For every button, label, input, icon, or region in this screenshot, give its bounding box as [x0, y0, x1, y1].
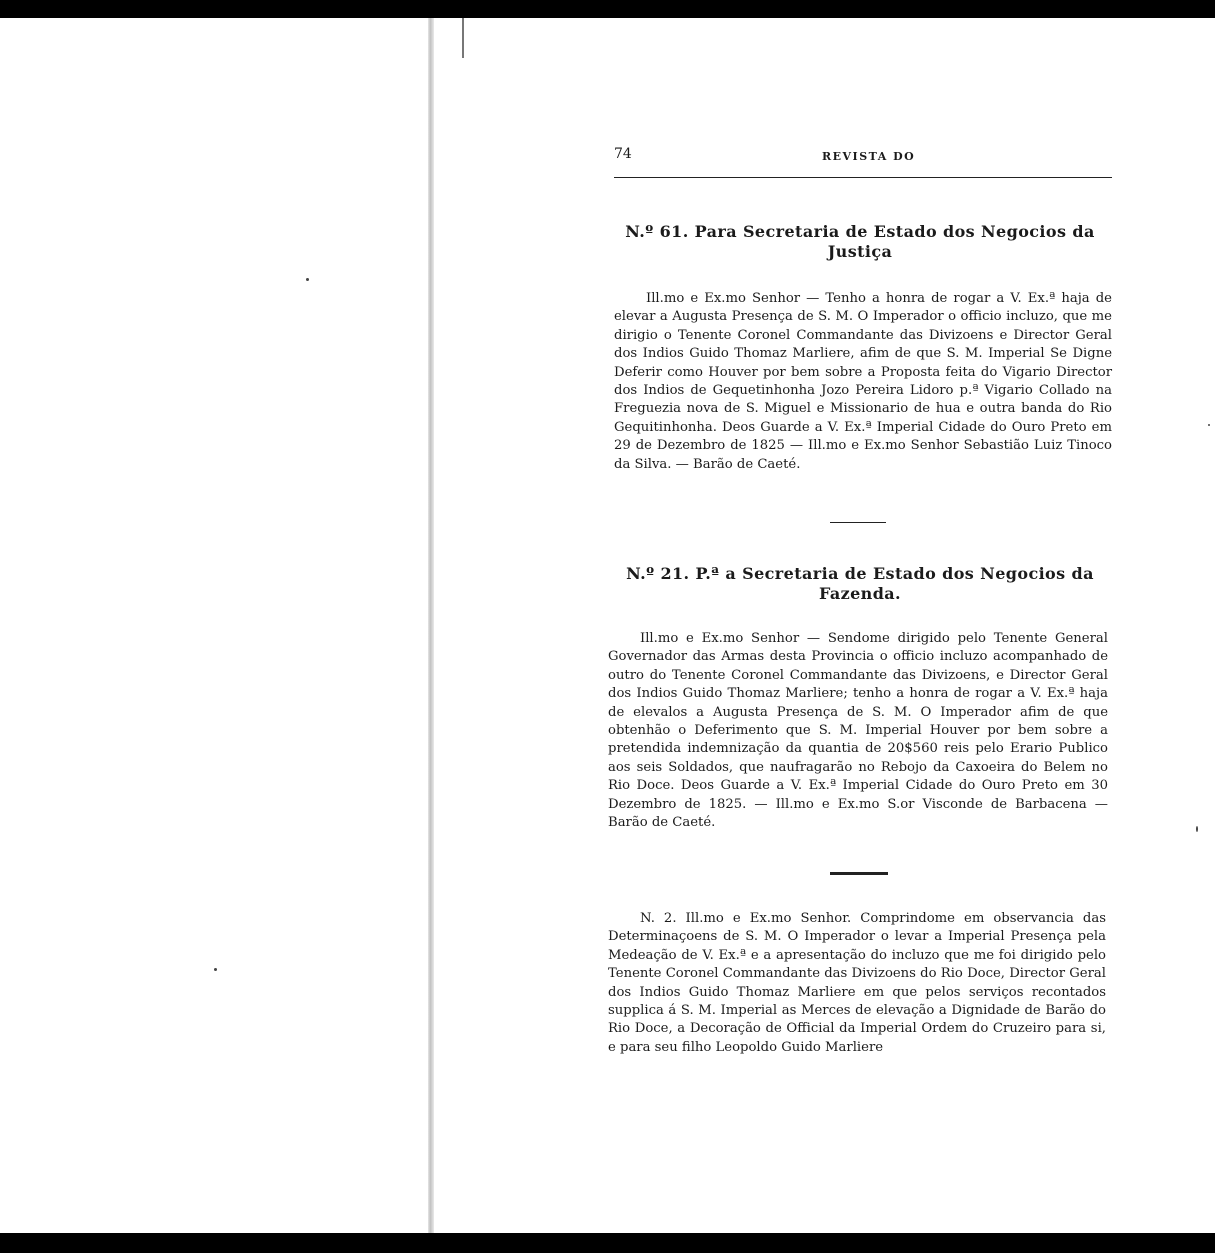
entry-body-21: Ill.mo e Ex.mo Senhor — Sendome dirigido pelo Tenente General Governador das Armas desta Provincia o officio incluzo acompanhado de outro do Tenente Coronel Commandante das Divizoens, e Director Geral dos Indios Guido Thomaz Marliere; tenho a honra de rogar a V. Ex.ª haja de elevalos a Augusta Presença de S. M. O Imperador afim de que obtenhão o Deferimento que S. M. Imperial Houver por bem sobre a pretendida indemnização da quantia de 20$560 reis pelo Erario Publico aos seis Soldados, que naufragarão no Rebojo da Caxoeira do Belem no Rio Doce. Deos Guarde a V. Ex.ª Imperial Cidade do Ouro Preto em 30 Dezembro de 1825. — Ill.mo e Ex.mo S.or Visconde de Barbacena — Barão de Caeté.	[608, 631, 1108, 831]
running-title: REVISTA DO	[822, 150, 916, 163]
section-separator	[830, 872, 888, 875]
scan-border-top	[0, 0, 1215, 18]
entry-body-61: Ill.mo e Ex.mo Senhor — Tenho a honra de rogar a V. Ex.ª haja de elevar a Augusta Presença de S. M. O Imperador o officio incluzo, que me dirigio o Tenente Coronel Commandante das Divizoens e Director Geral dos Indios Guido Thomaz Marliere, afim de que S. M. Imperial Se Digne Deferir como Houver por bem sobre a Proposta feita do Vigario Director dos Indios de Gequetinhonha Jozo Pereira Lidoro p.ª Vigario Collado na Freguezia nova de S. Miguel e Missionario de hua e outra banda do Rio Gequitinhonha. Deos Guarde a V. Ex.ª Imperial Cidade do Ouro Preto em 29 de Dezembro de 1825 — Ill.mo e Ex.mo Senhor Sebastião Luiz Tinoco da Silva. — Barão de Caeté.	[614, 291, 1112, 472]
scan-speck	[306, 278, 309, 281]
header-rule	[614, 177, 1112, 178]
book-gutter-mark	[462, 18, 464, 58]
scan-speck	[214, 968, 217, 971]
section-separator	[830, 522, 886, 523]
book-page	[608, 140, 1112, 1055]
book-gutter-shadow	[428, 18, 434, 1233]
entry-heading-21: N.º 21. P.ª a Secretaria de Estado dos Negocios da Fazenda.	[626, 564, 1094, 603]
page-number: 74	[614, 146, 632, 162]
scan-speck	[1196, 826, 1198, 832]
running-head	[608, 140, 1112, 170]
entry-body-n2: N. 2. Ill.mo e Ex.mo Senhor. Comprindome em observancia das Determinaçoens de S. M. O Imperador o levar a Imperial Presença pela Medeação de V. Ex.ª e a apresentação do incluzo que me foi dirigido pelo Tenente Coronel Commandante das Divizoens do Rio Doce, Director Geral dos Indios Guido Thomaz Marliere em que pelos serviços recontados supplica á S. M. Imperial as Merces de elevação a Dignidade de Barão do Rio Doce, a Decoração de Official da Imperial Ordem do Cruzeiro para si, e para seu filho Leopoldo Guido Marliere	[608, 911, 1106, 1055]
entry-heading-61: N.º 61. Para Secretaria de Estado dos Negocios da Justiça	[625, 222, 1095, 261]
scan-speck	[1208, 424, 1210, 426]
scan-border-bottom	[0, 1233, 1215, 1253]
